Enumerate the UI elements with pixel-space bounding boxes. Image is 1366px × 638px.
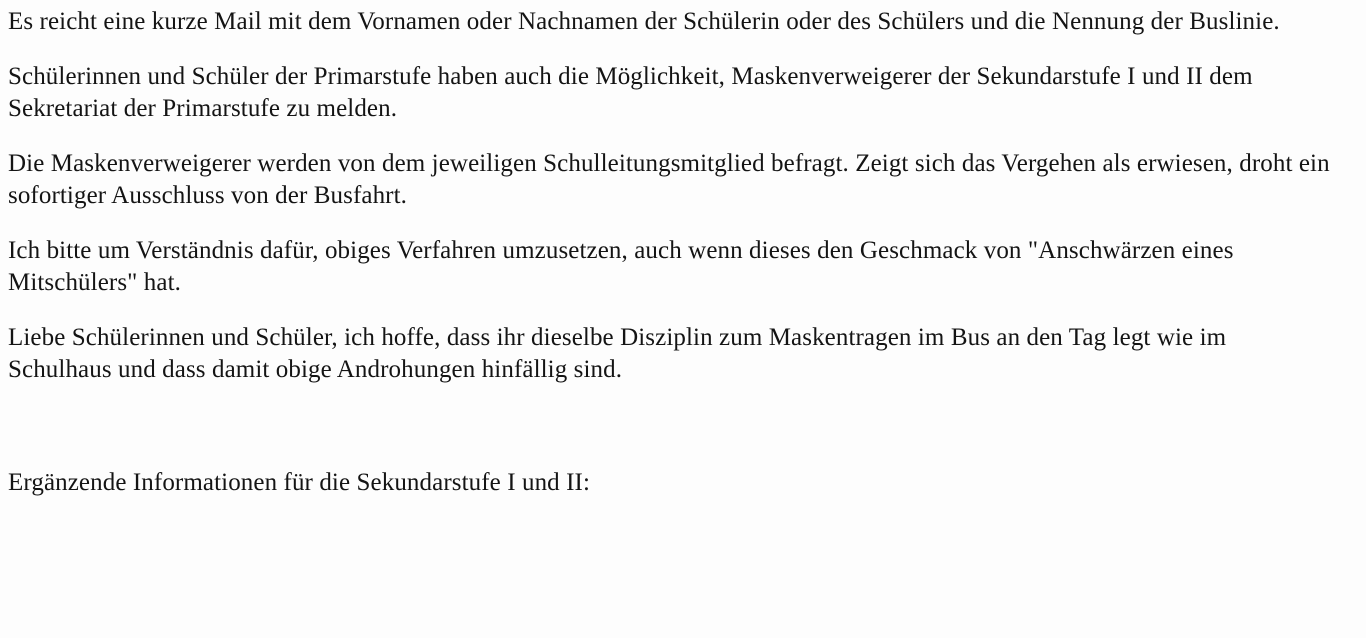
paragraph-ergaenzende-informationen: Ergänzende Informationen für die Sekundarstufe I und II: [8, 468, 591, 496]
paragraph-primarstufe-meldung: Schülerinnen und Schüler der Primarstufe haben auch die Möglichkeit, Maskenverweigerer der Sekundarstufe I und II dem Sekretariat der Primarstufe zu melden. [8, 62, 1253, 122]
paragraph-mail-hinweis: Es reicht eine kurze Mail mit dem Vornamen oder Nachnamen der Schülerin oder des Schülers und die Nennung der Buslinie. [8, 8, 1280, 35]
paragraph-verstaendnis: Ich bitte um Verständnis dafür, obiges Verfahren umzusetzen, auch wenn dieses den Geschmack von "Anschwärzen eines Mitschülers" hat. [8, 236, 1234, 296]
section-spacer [8, 409, 1336, 467]
paragraph-appell-schueler: Liebe Schülerinnen und Schüler, ich hoffe, dass ihr dieselbe Disziplin zum Maskentragen im Bus an den Tag legt wie im Schulhaus und dass damit obige Androhungen hinfällig sind. [8, 323, 1227, 383]
paragraph-befragung-ausschluss: Die Maskenverweigerer werden von dem jeweiligen Schulleitungsmitglied befragt. Zeigt sich das Vergehen als erwiesen, droht ein sofortiger Ausschluss von der Busfahrt. [8, 149, 1330, 209]
